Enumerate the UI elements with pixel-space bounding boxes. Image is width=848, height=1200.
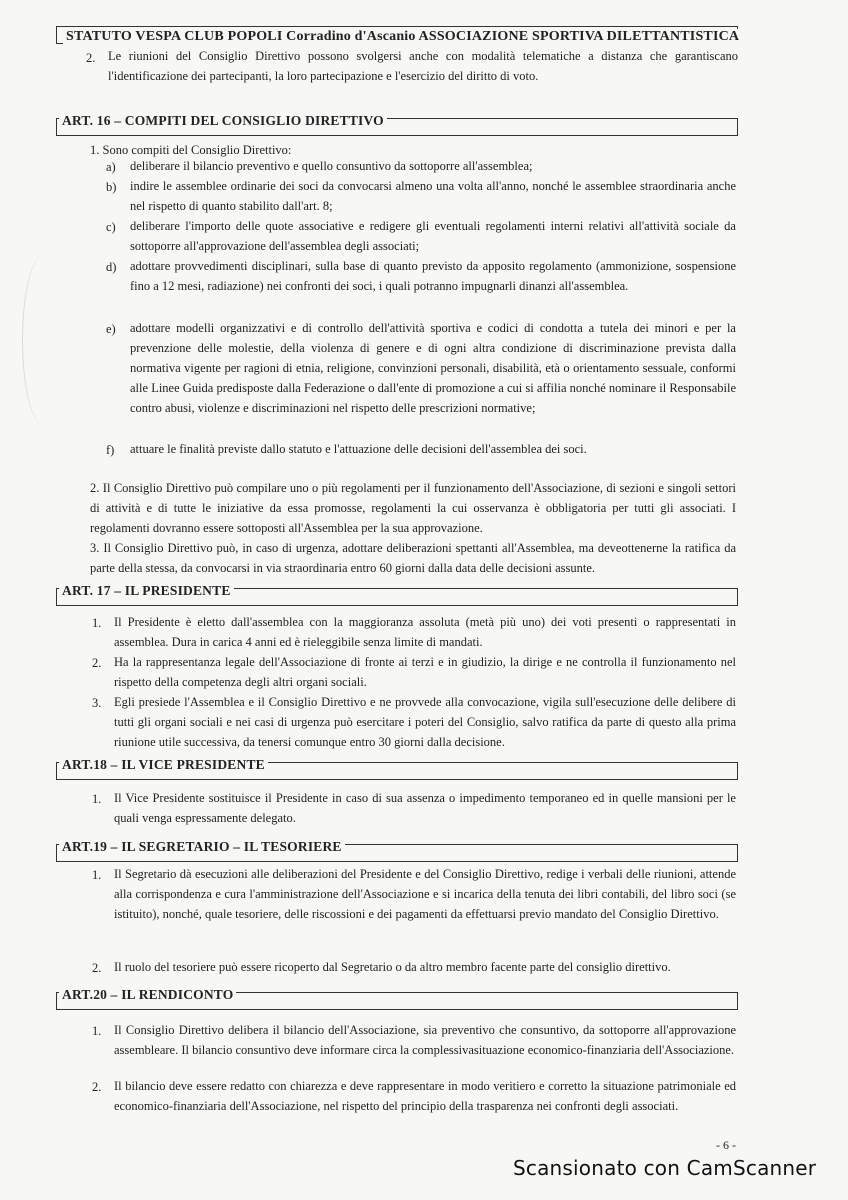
art19-item-number: 2. (92, 961, 102, 975)
art16-item-letter: a) (106, 160, 116, 174)
art19-item-number: 1. (92, 868, 102, 882)
statuto-header-text: STATUTO VESPA CLUB POPOLI Corradino d'Ascanio ASSOCIAZIONE SPORTIVA DILETTANTISTICA (63, 29, 742, 45)
art16-item-letter: d) (106, 260, 117, 274)
art16-item-text: adottare modelli organizzativi e di controllo dell'attività sportiva e codici di condotta a tutela dei minori e per la prevenzione delle molestie, della violenza di genere e di ogni altra condizione di discriminazione prevista dalla normativa vigente per ragioni di etnia, religione, convinzioni personali, disabilità, età o orientamento sessuale, conformi alle Linee Guida predisposte dalla Federazione o dall'ente di promozione a cui si affilia nonché nominare il Responsabile contro abusi, violenze e discriminazioni nel rispetto delle prescrizioni normative; (130, 321, 736, 415)
art18-title: ART.18 – IL VICE PRESIDENTE (59, 757, 268, 773)
art16-p2: 2. Il Consiglio Direttivo può compilare uno o più regolamenti per il funzionamento dell'Associazione, di sezioni e singoli settori di attività e di tutte le iniziative da essa promosse, regolamenti la cui osservanza è obbligatoria per tutti gli associati. I regolamenti dovranno essere sottoposti all'Assemblea per la sua approvazione. (90, 481, 736, 535)
art16-item-letter: e) (106, 322, 116, 336)
art20-item-text: Il Consiglio Direttivo delibera il bilancio dell'Associazione, sia preventivo che consuntivo, da sottoporre all'approvazione assembleare. Il bilancio consuntivo deve informare circa la complessivasituazione economico-finanziaria dell'Associazione. (114, 1023, 736, 1057)
art16-item-letter: b) (106, 180, 117, 194)
art17-item-text: Egli presiede l'Assemblea e il Consiglio Direttivo e ne provvede alla convocazione, vigila sull'esecuzione delle delibere di tutti gli organi sociali e nei casi di urgenza può esercitare i poteri del Consiglio, salvo ratifica da parte di questo alla prima riunione utile successiva, da tenersi comunque entro 30 giorni dalla decisione. (114, 695, 736, 749)
art20-header (56, 987, 738, 1010)
intro-paragraph: Le riunioni del Consiglio Direttivo possono svolgersi anche con modalità telematiche a distanza che garantiscano l'identificazione dei partecipanti, la loro partecipazione e l'esercizio del diritto di voto. (108, 49, 738, 83)
art19-title: ART.19 – IL SEGRETARIO – IL TESORIERE (59, 839, 345, 855)
art17-title: ART. 17 – IL PRESIDENTE (59, 583, 234, 599)
art16-p3: 3. Il Consiglio Direttivo può, in caso di urgenza, adottare deliberazioni spettanti all'Assemblea, ma deveottenerne la ratifica da parte della stessa, da convocarsi in via straordinaria entro 60 giorni dalla data delle decisioni assunte. (90, 541, 736, 575)
art19-item-text: Il Segretario dà esecuzioni alle deliberazioni del Presidente e del Consiglio Direttivo, redige i verbali delle riunioni, attende alla corrispondenza e cura l'amministrazione dell'Associazione e si incarica della tenuta dei libri contabili, del libro soci (se istituito), nonché, quale tesoriere, delle riscossioni e dei pagamenti da effettuarsi previo mandato del Consiglio Direttivo. (114, 867, 736, 921)
art16-p1-lead: 1. Sono compiti del Consiglio Direttivo: (90, 143, 292, 157)
art20-item-number: 1. (92, 1024, 102, 1038)
art20-item-number: 2. (92, 1080, 102, 1094)
margin-stamp (22, 255, 65, 425)
art16-item-text: adottare provvedimenti disciplinari, sulla base di quanto previsto da apposito regolamento (ammonizione, sospensione fino a 12 mesi, radiazione) nei confronti dei soci, i quali potranno impugnarli dinanzi all'assemblea. (130, 259, 736, 293)
intro-number: 2. (86, 51, 96, 65)
page-number: - 6 - (716, 1138, 736, 1152)
art20-item-text: Il bilancio deve essere redatto con chiarezza e deve rappresentare in modo veritiero e corretto la situazione patrimoniale ed economico-finanziaria dell'Associazione, nel rispetto del principio della trasparenza nei confronti degli associati. (114, 1079, 736, 1113)
art16-title: ART. 16 – COMPITI DEL CONSIGLIO DIRETTIVO (59, 113, 387, 129)
statuto-header (56, 26, 738, 44)
art19-header (56, 839, 738, 862)
scanner-watermark: Scansionato con CamScanner (513, 1156, 817, 1180)
art16-item-text: deliberare il bilancio preventivo e quello consuntivo da sottoporre all'assemblea; (130, 159, 533, 173)
art17-header (56, 583, 738, 606)
art18-header (56, 757, 738, 780)
art18-item-text: Il Vice Presidente sostituisce il Presidente in caso di sua assenza o impedimento temporaneo ed in quelle mansioni per le quali venga espressamente delegato. (114, 791, 736, 825)
art16-item-text: attuare le finalità previste dallo statuto e l'attuazione delle decisioni dell'assemblea dei soci. (130, 442, 587, 456)
art16-item-text: deliberare l'importo delle quote associative e redigere gli eventuali regolamenti interni relativi all'attività sociale da sottoporre all'approvazione dell'assemblea degli associati; (130, 219, 736, 253)
art17-item-number: 2. (92, 656, 102, 670)
art17-item-number: 1. (92, 616, 102, 630)
art20-title: ART.20 – IL RENDICONTO (59, 987, 236, 1003)
art18-item-number: 1. (92, 792, 102, 806)
art16-header (56, 113, 738, 136)
art16-item-letter: f) (106, 443, 115, 457)
art17-item-text: Il Presidente è eletto dall'assemblea con la maggioranza assoluta (metà più uno) dei voti presenti o rappresentati in assemblea. Dura in carica 4 anni ed è rieleggibile senza limite di mandati. (114, 615, 736, 649)
art16-item-letter: c) (106, 220, 116, 234)
art16-item-text: indire le assemblee ordinarie dei soci da convocarsi almeno una volta all'anno, nonché le assemblee straordinaria anche nel rispetto di quanto stabilito dall'art. 8; (130, 179, 736, 213)
art17-item-text: Ha la rappresentanza legale dell'Associazione di fronte ai terzi e in giudizio, la dirige e ne controlla il funzionamento nel rispetto della competenza degli altri organi sociali. (114, 655, 736, 689)
art17-item-number: 3. (92, 696, 102, 710)
art19-item-text: Il ruolo del tesoriere può essere ricoperto dal Segretario o da altro membro facente parte del consiglio direttivo. (114, 960, 671, 974)
